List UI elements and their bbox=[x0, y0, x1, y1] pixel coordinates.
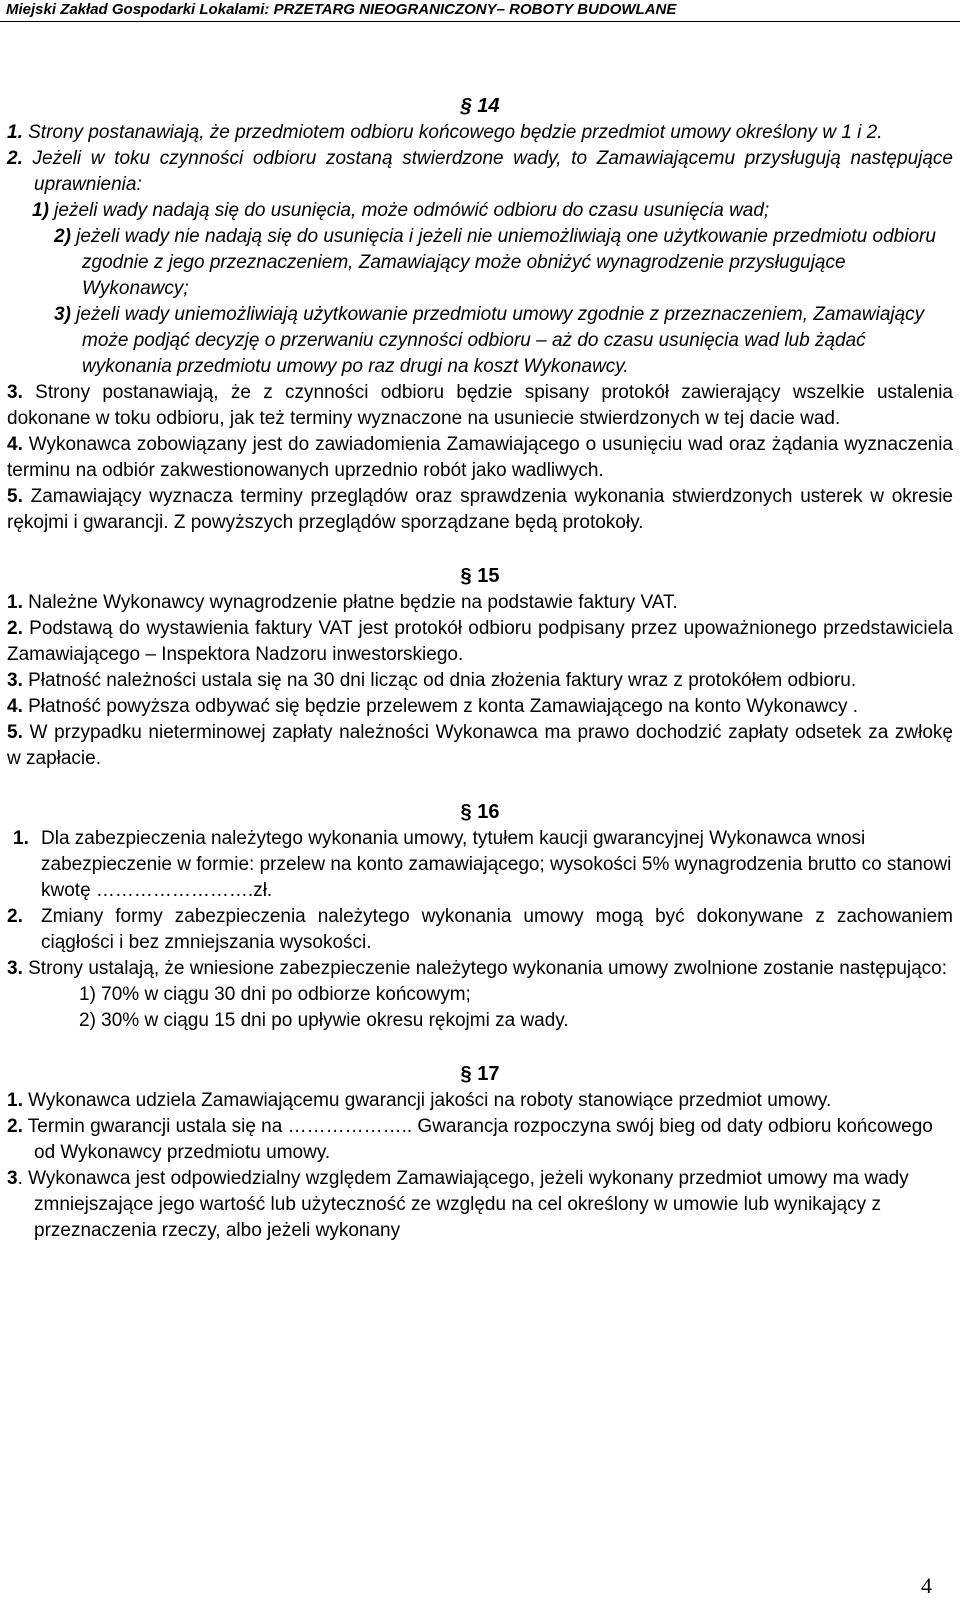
s17-paragraph-2: 2. Termin gwarancji ustala się na ……………….. Gwarancja rozpoczyna swój bieg od daty odbioru końcowego od Wykonawcy przedmiotu umowy. bbox=[7, 1116, 933, 1163]
s14-paragraph-2: 2. Jeżeli w toku czynności odbioru zostaną stwierdzone wady, to Zamawiającemu przysługują następujące uprawnienia: bbox=[7, 148, 953, 195]
s17-paragraph-1: 1. Wykonawca udziela Zamawiającemu gwarancji jakości na roboty stanowiące przedmiot umowy. bbox=[7, 1090, 832, 1111]
s14-paragraph-5: 5. Zamawiający wyznacza terminy przeglądów oraz sprawdzenia wykonania stwierdzonych usterek w okresie rękojmi i gwarancji. Z powyższych przeglądów sporządzane będą protokoły. bbox=[7, 486, 953, 533]
s15-paragraph-3: 3. Płatność należności ustala się na 30 dni licząc od dnia złożenia faktury wraz z protokółem odbioru. bbox=[7, 670, 857, 691]
s14-item-2-1: 1) jeżeli wady nadają się do usunięcia, może odmówić odbioru do czasu usunięcia wad; bbox=[32, 200, 770, 221]
section-14-title: § 14 bbox=[460, 95, 500, 117]
s16-paragraph-3: 3. Strony ustalają, że wniesione zabezpieczenie należytego wykonania umowy zwolnione zostanie następująco: bbox=[7, 958, 948, 979]
section-15-title: § 15 bbox=[460, 565, 500, 587]
section-17-title: § 17 bbox=[460, 1063, 500, 1085]
s14-paragraph-1: 1. Strony postanawiają, że przedmiotem odbioru końcowego będzie przedmiot umowy określony w 1 i 2. bbox=[7, 122, 883, 143]
s17-paragraph-3: 3. Wykonawca jest odpowiedzialny względem Zamawiającego, jeżeli wykonany przedmiot umowy ma wady zmniejszające jego wartość lub użyteczność ze względu na cel określony w umowie lub wynikający z przeznaczenia rzeczy, albo jeżeli wykonany bbox=[7, 1168, 909, 1241]
document-body bbox=[7, 92, 953, 1244]
s16-item-3-1: 1) 70% w ciągu 30 dni po odbiorze końcowym; bbox=[79, 984, 471, 1005]
s16-item-3-2: 2) 30% w ciągu 15 dni po upływie okresu rękojmi za wady. bbox=[79, 1010, 569, 1031]
s15-paragraph-1: 1. Należne Wykonawcy wynagrodzenie płatne będzie na podstawie faktury VAT. bbox=[7, 592, 678, 613]
page-number: 4 bbox=[921, 1573, 932, 1598]
s14-item-2-3: 3) jeżeli wady uniemożliwiają użytkowanie przedmiotu umowy zgodnie z przeznaczeniem, Zamawiający może podjąć decyzję o przerwaniu czynności odbioru – aż do czasu usunięcia wad lub żądać wykonania przedmiotu umowy po raz drugi na koszt Wykonawcy. bbox=[54, 304, 925, 377]
s15-paragraph-2: 2. Podstawą do wystawienia faktury VAT jest protokół odbioru podpisany przez upoważnionego przedstawiciela Zamawiającego – Inspektora Nadzoru inwestorskiego. bbox=[7, 618, 953, 665]
s14-paragraph-4: 4. Wykonawca zobowiązany jest do zawiadomienia Zamawiającego o usunięciu wad oraz żądania wyznaczenia terminu na odbiór zakwestionowanych uprzednio robót jako wadliwych. bbox=[7, 434, 953, 481]
s15-paragraph-5: 5. W przypadku nieterminowej zapłaty należności Wykonawca ma prawo dochodzić zapłaty odsetek za zwłokę w zapłacie. bbox=[7, 722, 953, 769]
s16-paragraph-2: 2. Zmiany formy zabezpieczenia należytego wykonania umowy mogą być dokonywane z zachowaniem ciągłości i bez zmniejszania wysokości. bbox=[7, 906, 953, 953]
s15-paragraph-4: 4. Płatność powyższa odbywać się będzie przelewem z konta Zamawiającego na konto Wykonawcy . bbox=[7, 696, 859, 717]
section-16-title: § 16 bbox=[460, 801, 500, 823]
s14-paragraph-3: 3. Strony postanawiają, że z czynności odbioru będzie spisany protokół zawierający wszelkie ustalenia dokonane w toku odbioru, jak też terminy wyznaczone na usuniecie stwierdzonych w tej dacie wad. bbox=[7, 382, 953, 429]
s14-item-2-2: 2) jeżeli wady nie nadają się do usunięcia i jeżeli nie uniemożliwiają one użytkowanie przedmiotu odbioru zgodnie z jego przeznaczeniem, Zamawiający może obniżyć wynagrodzenie przysługujące Wykonawcy; bbox=[54, 226, 936, 299]
document-header: Miejski Zakład Gospodarki Lokalami: PRZETARG NIEOGRANICZONY– ROBOTY BUDOWLANE bbox=[0, 0, 960, 22]
s16-paragraph-1: 1. Dla zabezpieczenia należytego wykonania umowy, tytułem kaucji gwarancyjnej Wykonawca wnosi zabezpieczenie w formie: przelew na konto zamawiającego; wysokości 5% wynagrodzenia brutto co stanowi kwotę …………………….zł. bbox=[13, 828, 952, 901]
